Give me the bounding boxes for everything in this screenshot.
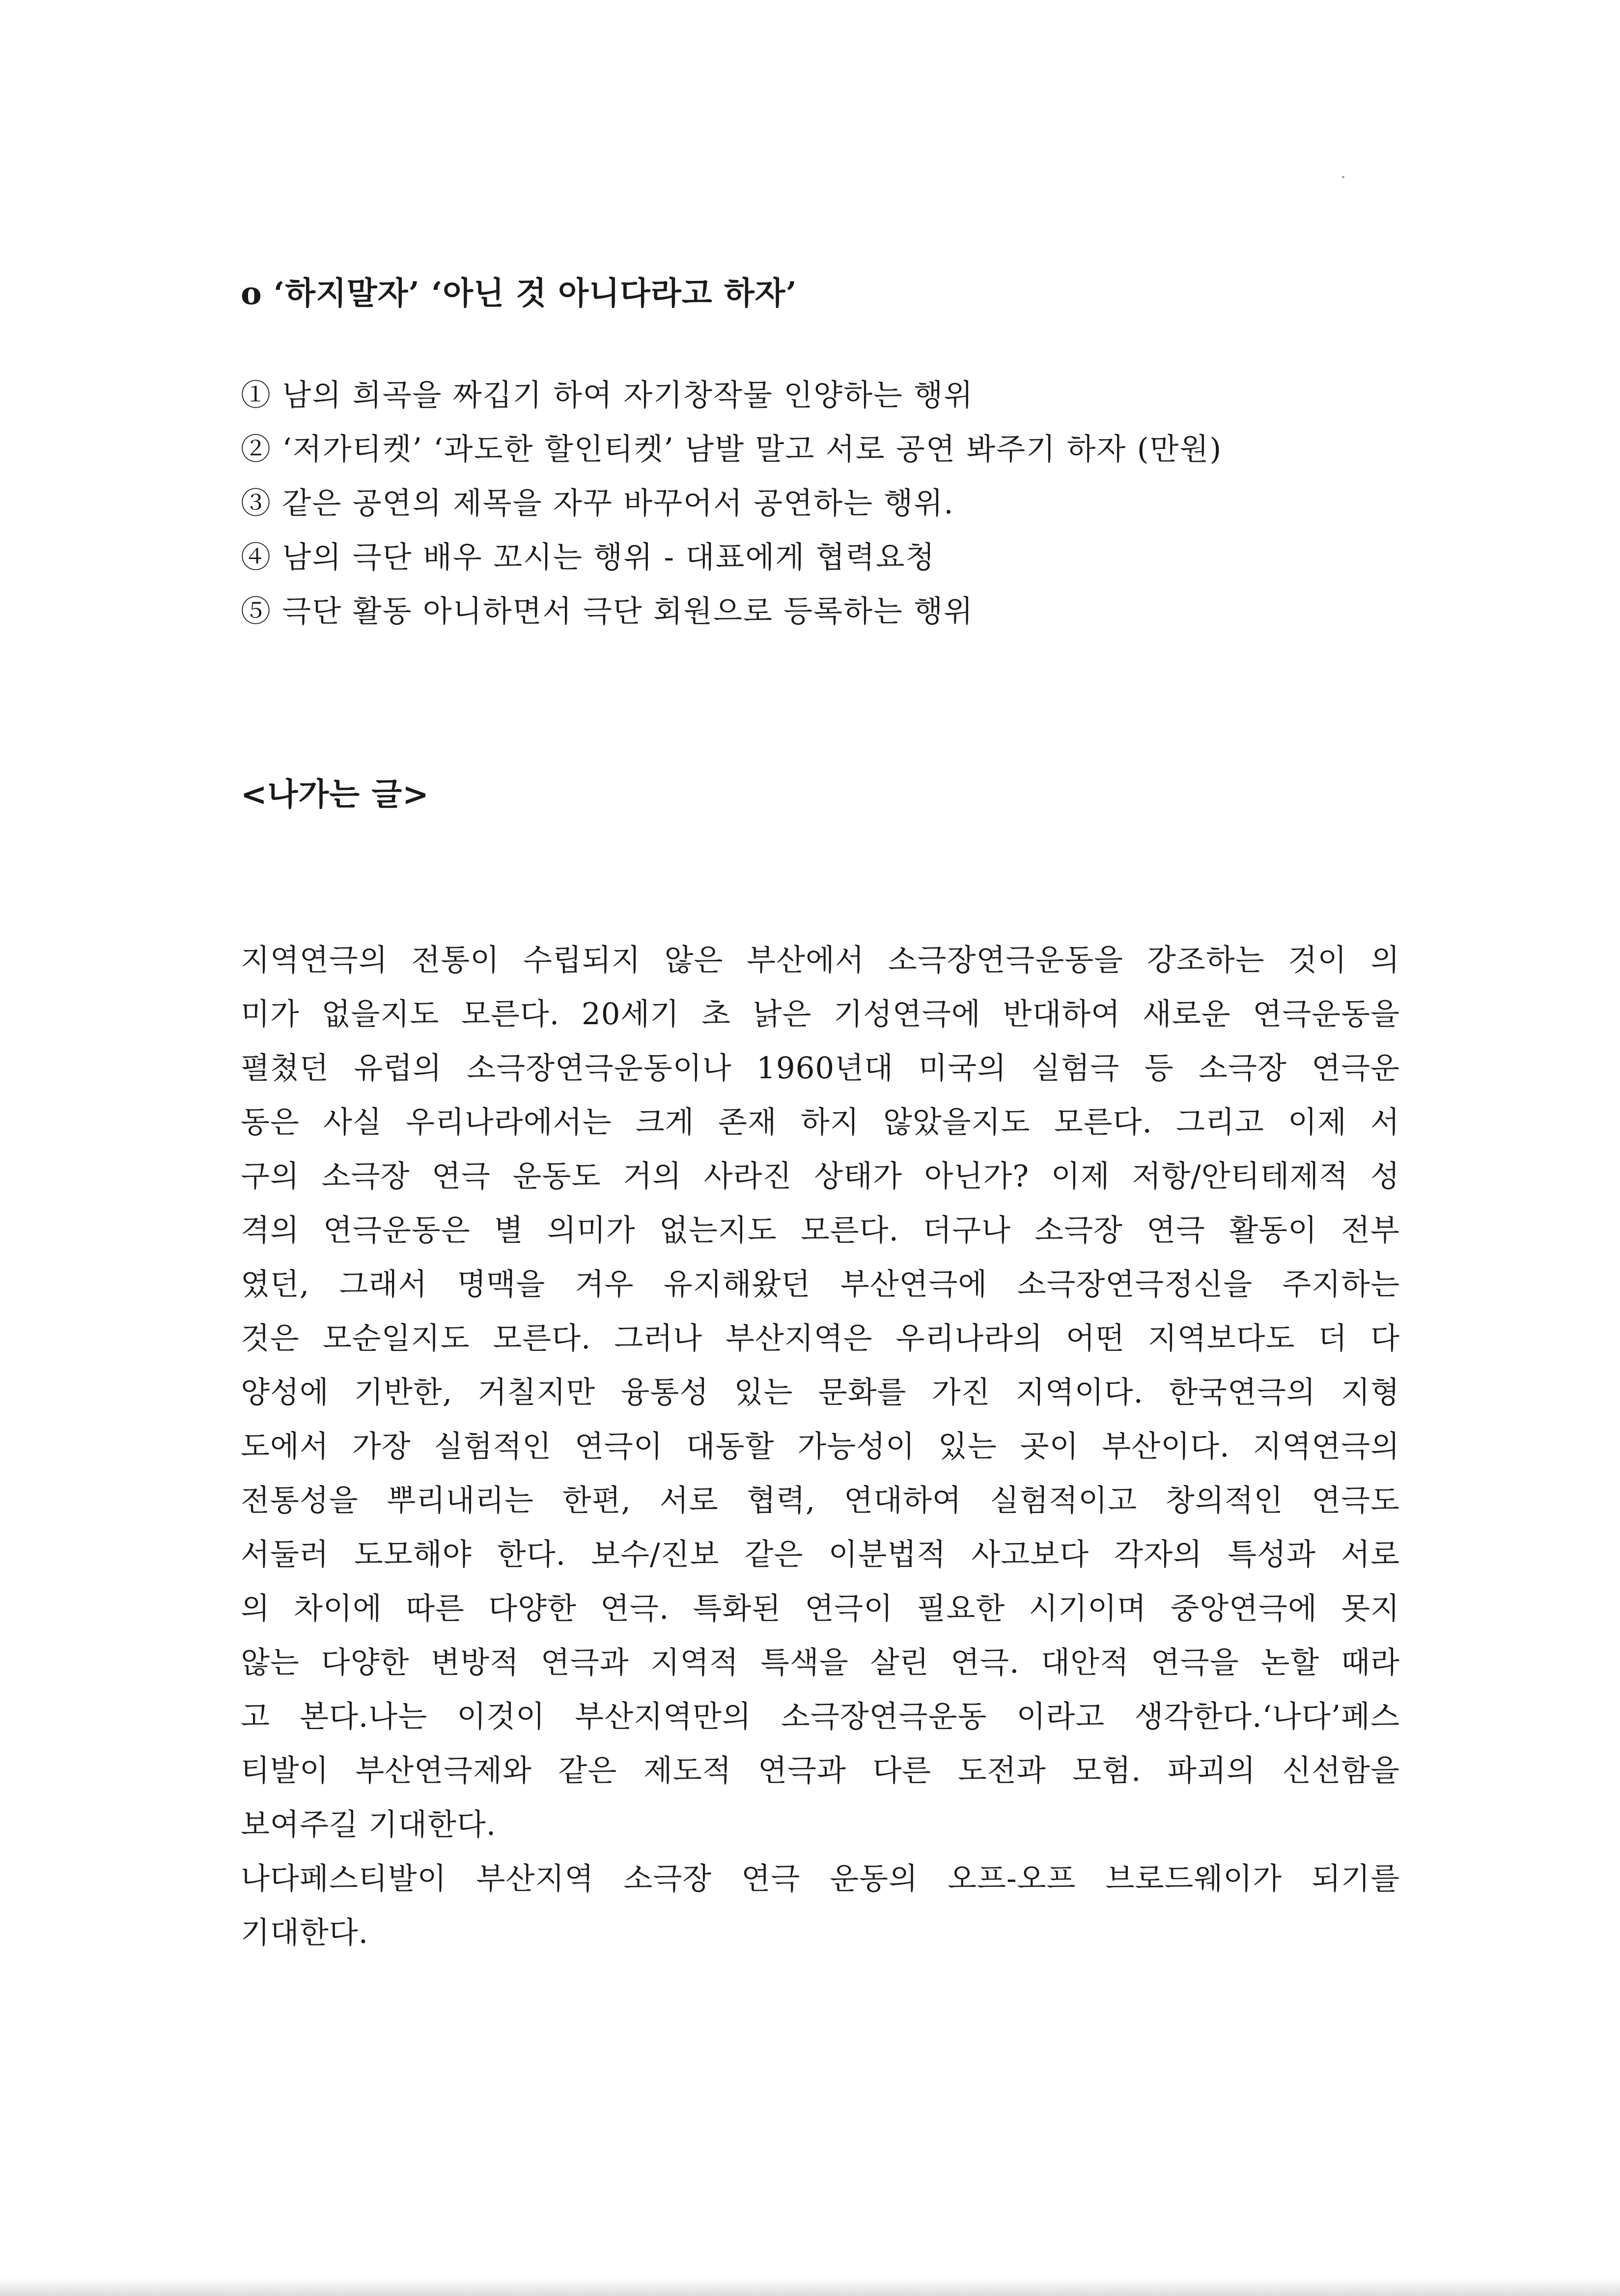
rule-item: ① 남의 희곡을 짜깁기 하여 자기창작물 인양하는 행위: [241, 378, 974, 413]
rule-item: ④ 남의 극단 배우 꼬시는 행위 - 대표에게 협력요청: [241, 540, 936, 575]
paragraph-line: 티발이 부산연극제와 같은 제도적 연극과 다른 도전과 모험. 파괴의 신선함을: [241, 1753, 1400, 1788]
rule-item: ⑤ 극단 활동 아니하면서 극단 회원으로 등록하는 행위: [241, 594, 974, 629]
paragraph-line: 양성에 기반한, 거칠지만 융통성 있는 문화를 가진 지역이다. 한국연극의 지형: [241, 1375, 1400, 1410]
paragraph-line: 지역연극의 전통이 수립되지 않은 부산에서 소극장연극운동을 강조하는 것이 의: [241, 943, 1400, 978]
paragraph-line: 도에서 가장 실험적인 연극이 대동할 가능성이 있는 곳이 부산이다. 지역연극의: [241, 1429, 1400, 1464]
paragraph-line: 전통성을 뿌리내리는 한편, 서로 협력, 연대하여 실험적이고 창의적인 연극도: [241, 1483, 1400, 1518]
scan-speck: [1342, 176, 1344, 178]
closing-paragraph: [241, 933, 1400, 1960]
paragraph-line: 나다페스티발이 부산지역 소극장 연극 운동의 오프-오프 브로드웨이가 되기를: [241, 1861, 1400, 1896]
paragraph-line: 였던, 그래서 명맥을 겨우 유지해왔던 부산연극에 소극장연극정신을 주지하는: [241, 1267, 1400, 1302]
paragraph-line: 보여주길 기대한다.: [241, 1807, 497, 1842]
paragraph-line: 구의 소극장 연극 운동도 거의 사라진 상태가 아닌가? 이제 저항/안티테제적 성: [241, 1159, 1400, 1194]
paragraph-line: 기대한다.: [241, 1915, 369, 1950]
paragraph-line: 않는 다양한 변방적 연극과 지역적 특색을 살린 연극. 대안적 연극을 논할 때라: [241, 1645, 1400, 1680]
section-heading-closing: <나가는 글>: [241, 776, 429, 813]
rule-item: ② ‘저가티켓’ ‘과도한 할인티켓’ 남발 말고 서로 공연 봐주기 하자 (만원): [241, 432, 1223, 467]
rule-item: ③ 같은 공연의 제목을 자꾸 바꾸어서 공연하는 행위.: [241, 486, 954, 521]
paragraph-line: 의 차이에 따른 다양한 연극. 특화된 연극이 필요한 시기이며 중앙연극에 못지: [241, 1591, 1400, 1626]
scan-edge-shadow: [0, 2278, 1620, 2296]
paragraph-line: 미가 없을지도 모른다. 20세기 초 낡은 기성연극에 반대하여 새로운 연극운동을: [241, 997, 1400, 1032]
paragraph-line: 것은 모순일지도 모른다. 그러나 부산지역은 우리나라의 어떤 지역보다도 더 다: [241, 1321, 1400, 1356]
paragraph-line: 격의 연극운동은 별 의미가 없는지도 모른다. 더구나 소극장 연극 활동이 전부: [241, 1213, 1400, 1248]
rules-list: [241, 368, 1469, 639]
paragraph-line: 동은 사실 우리나라에서는 크게 존재 하지 않았을지도 모른다. 그리고 이제 서: [241, 1105, 1400, 1140]
paragraph-line: 서둘러 도모해야 한다. 보수/진보 같은 이분법적 사고보다 각자의 특성과 서로: [241, 1537, 1400, 1572]
paragraph-line: 고 본다.나는 이것이 부산지역만의 소극장연극운동 이라고 생각한다.‘나다’페스: [241, 1699, 1400, 1734]
section-heading-rules: o ‘하지말자’ ‘아닌 것 아니다라고 하자’: [241, 275, 797, 312]
paragraph-line: 펼쳤던 유럽의 소극장연극운동이나 1960년대 미국의 실험극 등 소극장 연극운: [241, 1051, 1400, 1086]
